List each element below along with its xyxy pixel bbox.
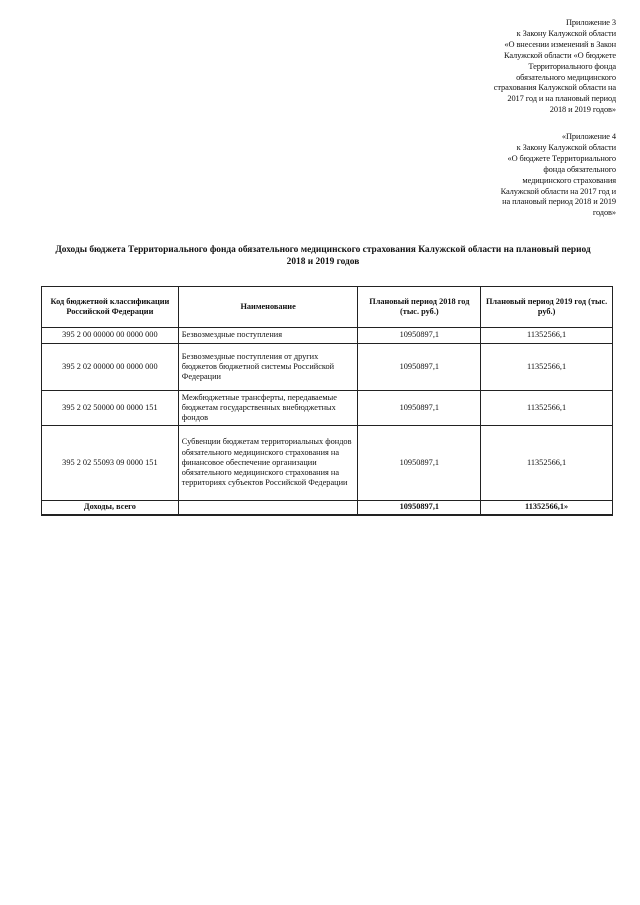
header-line: 2018 и 2019 годов» — [549, 105, 616, 115]
table-total-row — [42, 501, 613, 516]
total-label: Доходы, всего — [42, 501, 179, 516]
header-line: обязательного медицинского — [516, 72, 616, 82]
header-line: 2017 год и на плановый период — [507, 94, 616, 104]
header-line: к Закону Калужской области — [516, 142, 616, 152]
header-line: страхования Калужской области на — [493, 83, 616, 93]
header-line: на плановый период 2018 и 2019 — [502, 197, 616, 207]
header-line: Территориального фонда — [528, 61, 616, 71]
total-empty-cell — [178, 501, 358, 516]
header-line: Калужской области на 2017 год и — [500, 186, 616, 196]
document-title — [40, 244, 606, 269]
table-row — [42, 344, 613, 391]
header-line: фонда обязательного — [543, 164, 616, 174]
header-line: Калужской области «О бюджете — [503, 50, 616, 60]
cell-name: Субвенции бюджетам территориальных фондов обязательного медицинского страхования на финансовое обеспечение организации обязательного медицинского страхования на территориях субъектов Российской Федерации — [178, 426, 358, 501]
header-code: Код бюджетной классификации Российской Федерации — [42, 287, 179, 328]
title-line-1: Доходы бюджета Территориального фонда обязательного медицинского страхования Калужской области на плановый период — [55, 245, 591, 255]
annex-original-header — [416, 132, 616, 219]
table-row — [42, 426, 613, 501]
table-row — [42, 328, 613, 344]
table-header-row — [42, 287, 613, 328]
cell-name: Межбюджетные трансферты, передаваемые бюджетам государственных внебюджетных фондов — [178, 391, 358, 426]
cell-name: Безвозмездные поступления — [178, 328, 358, 344]
header-line: «О внесении изменений в Закон — [504, 39, 616, 49]
cell-code: 395 2 02 55093 09 0000 151 — [42, 426, 179, 501]
header-name: Наименование — [178, 287, 358, 328]
cell-2018: 10950897,1 — [358, 391, 481, 426]
table-row — [42, 391, 613, 426]
total-2018: 10950897,1 — [358, 501, 481, 516]
title-line-2: 2018 и 2019 годов — [286, 257, 360, 268]
cell-2018: 10950897,1 — [358, 344, 481, 391]
header-line: «Приложение 4 — [561, 132, 616, 141]
cell-2019: 11352566,1 — [481, 344, 613, 391]
header-line: Приложение 3 — [565, 18, 616, 27]
cell-2019: 11352566,1 — [481, 426, 613, 501]
cell-code: 395 2 02 50000 00 0000 151 — [42, 391, 179, 426]
header-2018: Плановый период 2018 год (тыс. руб.) — [358, 287, 481, 328]
cell-2019: 11352566,1 — [481, 391, 613, 426]
total-2019: 11352566,1» — [481, 501, 613, 516]
cell-2019: 11352566,1 — [481, 328, 613, 344]
revenue-table — [41, 286, 613, 516]
header-line: к Закону Калужской области — [516, 28, 616, 38]
header-line: «О бюджете Территориального — [507, 153, 616, 163]
cell-code: 395 2 02 00000 00 0000 000 — [42, 344, 179, 391]
header-2019: Плановый период 2019 год (тыс. руб.) — [481, 287, 613, 328]
annex-current-header — [416, 18, 616, 116]
header-line: медицинского страхования — [522, 175, 616, 185]
cell-2018: 10950897,1 — [358, 328, 481, 344]
cell-name: Безвозмездные поступления от других бюджетов бюджетной системы Российской Федерации — [178, 344, 358, 391]
header-line: годов» — [592, 208, 616, 218]
cell-code: 395 2 00 00000 00 0000 000 — [42, 328, 179, 344]
cell-2018: 10950897,1 — [358, 426, 481, 501]
